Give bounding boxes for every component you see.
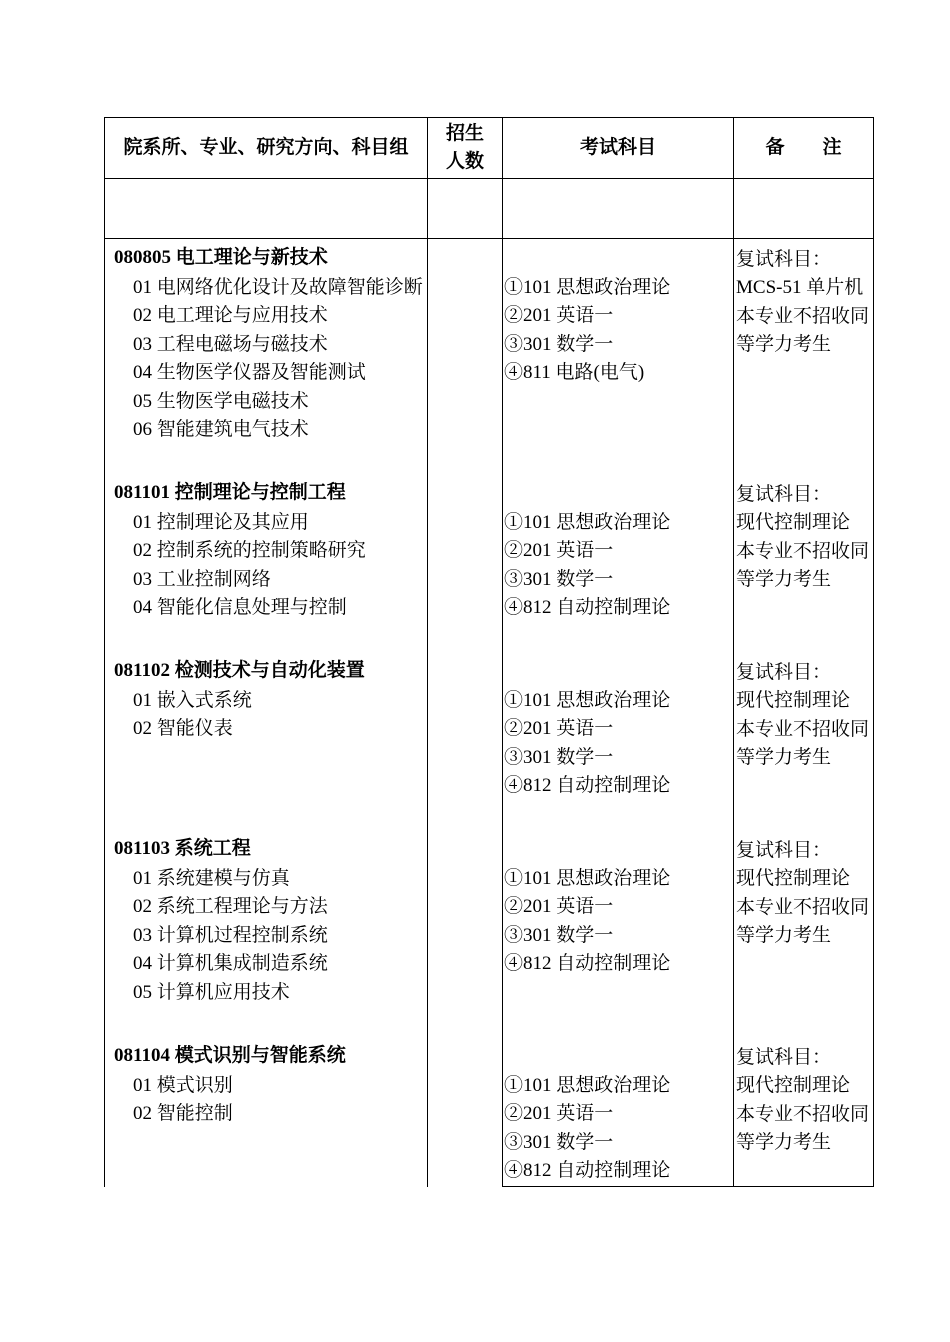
exam-subject: ④811 电路(电气) [504, 362, 645, 384]
research-direction: 01 控制理论及其应用 [133, 512, 309, 533]
research-direction: 05 计算机应用技术 [133, 981, 290, 1003]
remark-line: 现代控制理论 [736, 690, 851, 712]
research-direction: 04 生物医学仪器及智能测试 [133, 362, 366, 384]
research-direction: 01 电网络优化设计及故障智能诊断 [133, 277, 423, 298]
remark-line: 复试科目： [736, 484, 832, 505]
research-direction: 06 智能建筑电气技术 [133, 419, 309, 440]
exam-subject: ①101 思想政治理论 [504, 512, 671, 533]
major-title: 081101 控制理论与控制工程 [114, 482, 346, 503]
research-direction: 05 生物医学电磁技术 [133, 390, 309, 412]
exam-subject: ④812 自动控制理论 [504, 953, 671, 975]
remark-line: 复试科目： [736, 840, 832, 861]
header-exam-subjects [503, 118, 733, 178]
exam-subject: ③301 数学一 [504, 1131, 614, 1153]
remark-line: 本专业不招收同 [736, 718, 870, 740]
exam-subject: ②201 英语一 [504, 1103, 614, 1125]
exam-subject: ③301 数学一 [504, 568, 614, 590]
col-line-right [873, 117, 874, 1187]
research-direction: 02 控制系统的控制策略研究 [133, 540, 366, 562]
col-line-2 [427, 117, 428, 1187]
col-line-left [104, 117, 105, 1187]
exam-subject: ③301 数学一 [504, 333, 614, 355]
remark-line: 本专业不招收同 [736, 896, 870, 918]
remark-line: 等学力考生 [736, 747, 832, 769]
major-title: 080805 电工理论与新技术 [114, 247, 328, 268]
header-remarks-label: 备 注 [765, 137, 842, 158]
remark-line: 现代控制理论 [736, 512, 851, 534]
exam-subject: ③301 数学一 [504, 746, 614, 768]
exam-subject: ②201 英语一 [504, 896, 614, 918]
remark-line: MCS-51 单片机 [736, 277, 864, 299]
research-direction: 02 系统工程理论与方法 [133, 896, 328, 918]
blank-row-bottom-border [104, 238, 874, 239]
remark-line: 等学力考生 [736, 569, 832, 591]
remark-line: 等学力考生 [736, 334, 832, 356]
remark-line: 本专业不招收同 [736, 540, 870, 562]
header-enrollment [428, 118, 502, 178]
remark-line: 本专业不招收同 [736, 1103, 870, 1125]
research-direction: 03 工业控制网络 [133, 568, 271, 590]
exam-subject: ①101 思想政治理论 [504, 868, 671, 889]
exam-subject: ②201 英语一 [504, 718, 614, 740]
table-bottom-border [502, 1186, 874, 1187]
remark-line: 复试科目： [736, 1047, 832, 1068]
research-direction: 01 系统建模与仿真 [133, 868, 290, 889]
remark-line: 本专业不招收同 [736, 305, 870, 327]
exam-subject: ④812 自动控制理论 [504, 775, 671, 797]
research-direction: 02 电工理论与应用技术 [133, 305, 328, 327]
research-direction: 02 智能仪表 [133, 718, 233, 740]
header-program-label: 院系所、专业、研究方向、科目组 [123, 137, 409, 158]
col-line-3 [502, 117, 503, 1187]
exam-subject: ①101 思想政治理论 [504, 690, 671, 711]
remark-line: 复试科目： [736, 249, 832, 270]
research-direction: 04 智能化信息处理与控制 [133, 597, 347, 619]
research-direction: 02 智能控制 [133, 1103, 233, 1125]
header-remarks [734, 118, 873, 178]
exam-subject: ①101 思想政治理论 [504, 277, 671, 298]
research-direction: 04 计算机集成制造系统 [133, 953, 328, 975]
col-line-4 [733, 117, 734, 1187]
remark-line: 现代控制理论 [736, 1075, 851, 1097]
exam-subject: ②201 英语一 [504, 305, 614, 327]
remark-line: 现代控制理论 [736, 868, 851, 890]
remark-line: 复试科目： [736, 662, 832, 683]
header-bottom-border [104, 178, 874, 179]
remark-line: 等学力考生 [736, 925, 832, 947]
exam-subject: ①101 思想政治理论 [504, 1075, 671, 1096]
major-title: 081102 检测技术与自动化装置 [114, 660, 365, 681]
major-title: 081103 系统工程 [114, 838, 251, 859]
exam-subject: ④812 自动控制理论 [504, 1160, 671, 1182]
research-direction: 03 计算机过程控制系统 [133, 924, 328, 946]
header-program [105, 118, 427, 178]
research-direction: 01 模式识别 [133, 1075, 233, 1096]
research-direction: 01 嵌入式系统 [133, 690, 252, 711]
exam-subject: ④812 自动控制理论 [504, 597, 671, 619]
exam-subject: ③301 数学一 [504, 924, 614, 946]
remark-line: 等学力考生 [736, 1132, 832, 1154]
research-direction: 03 工程电磁场与磁技术 [133, 333, 328, 355]
major-title: 081104 模式识别与智能系统 [114, 1045, 346, 1066]
header-enrollment-line2: 人数 [445, 151, 484, 172]
header-enrollment-line1: 招生 [445, 123, 484, 144]
exam-subject: ②201 英语一 [504, 540, 614, 562]
header-exam-subjects-label: 考试科目 [579, 137, 656, 158]
